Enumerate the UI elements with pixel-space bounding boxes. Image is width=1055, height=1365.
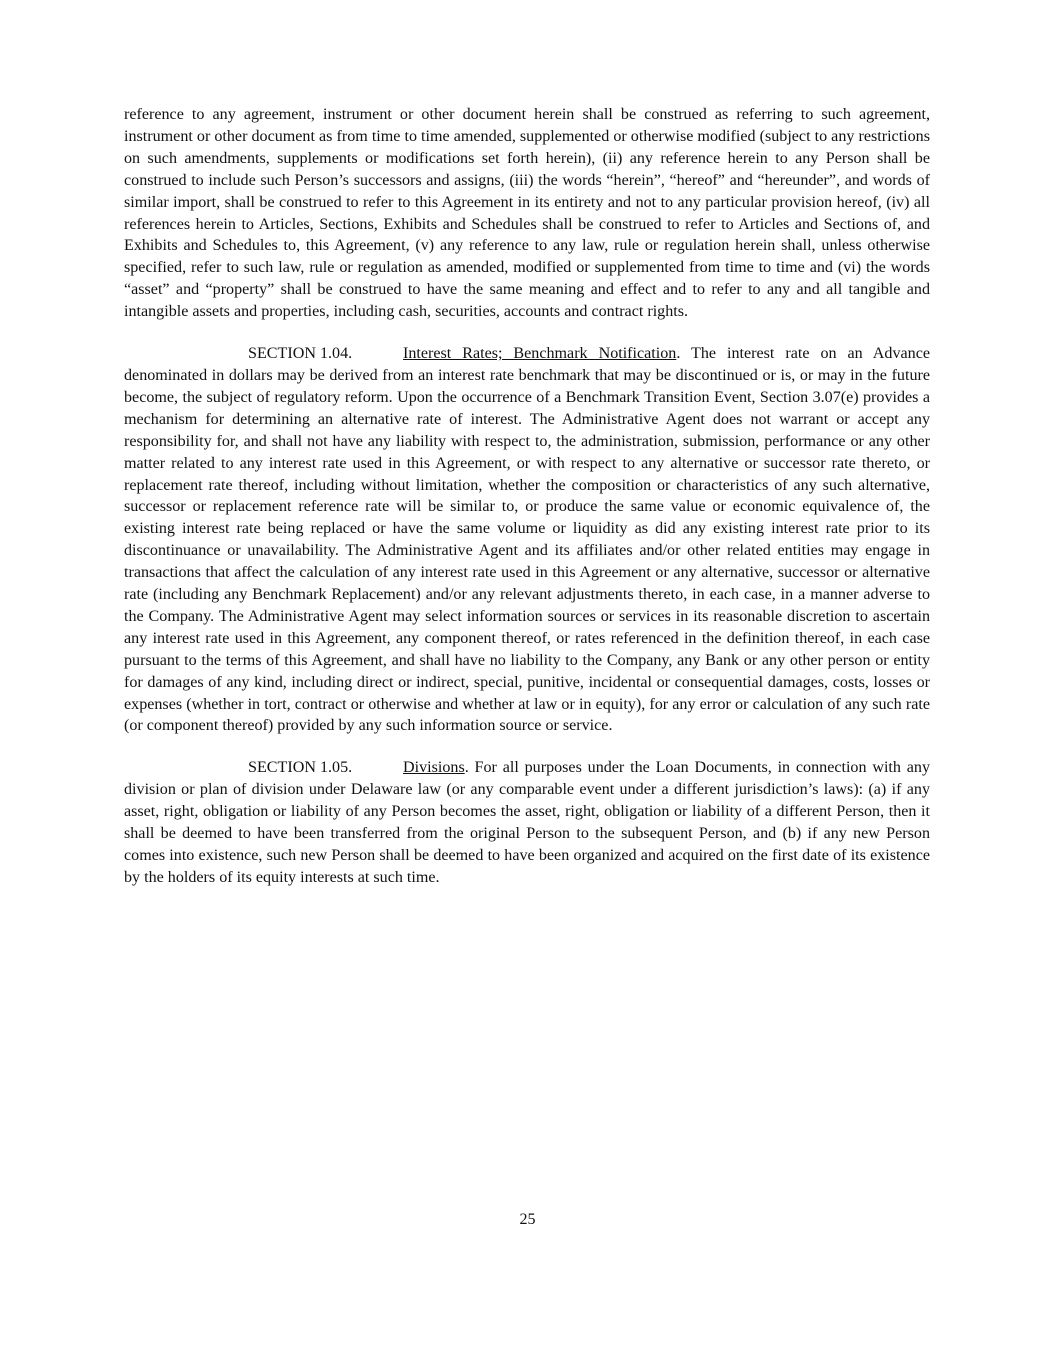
intro-paragraph: reference to any agreement, instrument or other document herein shall be construed as referring to such agreement, instrument or other document as from time to time amended, supplemented or otherwise modified (subject to any restrictions on such amendments, supplements or modifications set forth herein), (ii) any reference herein to any Person shall be construed to include such Person’s successors and assigns, (iii) the words “herein”, “hereof” and “hereunder”, and words of similar import, shall be construed to refer to this Agreement in its entirety and not to any particular provision hereof, (iv) all references herein to Articles, Sections, Exhibits and Schedules shall be construed to refer to Articles and Sections of, and Exhibits and Schedules to, this Agreement, (v) any reference to any law, rule or regulation herein shall, unless otherwise specified, refer to such law, rule or regulation as amended, modified or supplemented from time to time and (vi) the words “asset” and “property” shall be construed to have the same meaning and effect and to refer to any and all tangible and intangible assets and properties, including cash, securities, accounts and contract rights. <box>124 106 930 321</box>
section-1-04-paragraph <box>124 343 930 737</box>
section-1-04-body: . The interest rate on an Advance denominated in dollars may be derived from an interest rate benchmark that may be discontinued or is, or may in the future become, the subject of regulatory reform. Upon the occurrence of a Benchmark Transition Event, Section 3.07(e) provides a mechanism for determining an alternative rate of interest. The Administrative Agent does not warrant or accept any responsibility for, and shall not have any liability with respect to, the administration, submission, performance or any other matter related to any interest rate used in this Agreement, or with respect to any alternative or successor rate thereto, or replacement rate thereof, including without limitation, whether the composition or characteristics of any such alternative, successor or replacement reference rate will be similar to, or produce the same value or economic equivalence of, the existing interest rate being replaced or have the same volume or liquidity as did any existing interest rate prior to its discontinuance or unavailability. The Administrative Agent and its affiliates and/or other related entities may engage in transactions that affect the calculation of any interest rate used in this Agreement or any alternative, successor or alternative rate (including any Benchmark Replacement) and/or any relevant adjustments thereto, in each case, in a manner adverse to the Company. The Administrative Agent may select information sources or services in its reasonable discretion to ascertain any interest rate used in this Agreement, any component thereof, or rates referenced in the definition thereof, in each case pursuant to the terms of this Agreement, and shall have no liability to the Company, any Bank or any other person or entity for damages of any kind, including direct or indirect, special, punitive, incidental or consequential damages, costs, losses or expenses (whether in tort, contract or otherwise and whether at law or in equity), for any error or calculation of any such rate (or component thereof) provided by any such information source or service. <box>124 345 930 735</box>
section-1-04-title: Interest Rates; Benchmark Notification <box>403 345 677 363</box>
section-1-05-title: Divisions <box>403 759 465 777</box>
section-1-05-number: SECTION 1.05. <box>248 759 353 777</box>
document-page <box>124 104 930 909</box>
section-1-04-number: SECTION 1.04. <box>248 345 353 363</box>
section-1-05-body: . For all purposes under the Loan Documents, in connection with any division or plan of division under Delaware law (or any comparable event under a different jurisdiction’s laws): (a) if any asset, right, obligation or liability of any Person becomes the asset, right, obligation or liability of a different Person, then it shall be deemed to have been transferred from the original Person to the subsequent Person, and (b) if any new Person comes into existence, such new Person shall be deemed to have been organized and acquired on the first date of its existence by the holders of its equity interests at such time. <box>124 759 930 886</box>
section-1-05-paragraph <box>124 757 930 888</box>
page-number: 25 <box>519 1211 536 1228</box>
